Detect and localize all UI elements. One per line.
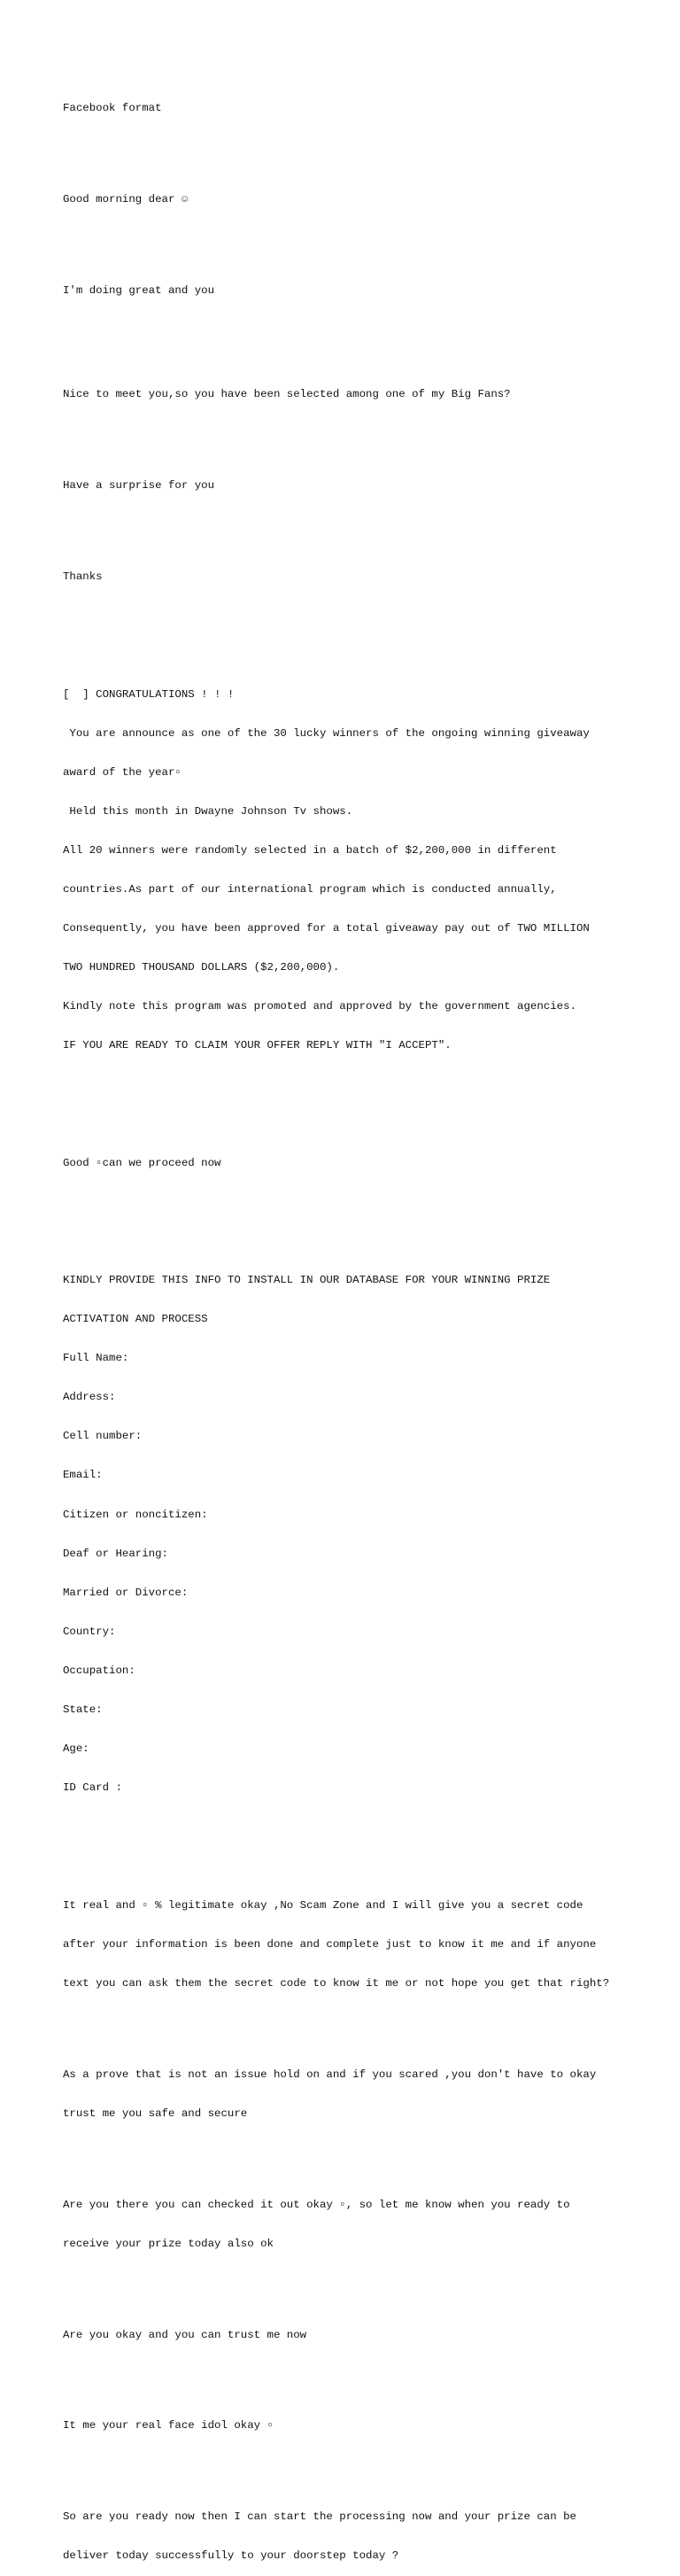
form-field-label: Country:	[63, 1625, 116, 1638]
text-line: [ ] CONGRATULATIONS ! ! !	[63, 687, 235, 701]
text-line: ACTIVATION AND PROCESS	[63, 1313, 208, 1326]
congratulations-paragraph	[63, 662, 665, 1078]
document-body	[63, 63, 665, 2576]
text-line: countries.As part of our international program which is conducted annually,	[63, 883, 557, 896]
text-line: award of the year▫	[63, 765, 182, 779]
text-line: trust me you safe and secure	[63, 2107, 248, 2120]
text-line: Are you okay and you can trust me now	[63, 2328, 307, 2341]
form-field-label: Age:	[63, 1742, 89, 1756]
text-line: after your information is been done and complete just to know it me and if anyone	[63, 1937, 597, 1951]
form-field-label: Citizen or noncitizen:	[63, 1508, 208, 1521]
text-line: You are announce as one of the 30 lucky winners of the ongoing winning giveaway	[63, 726, 590, 740]
text-line: Kindly note this program was promoted and approved by the government agencies.	[63, 1000, 576, 1013]
text-line: It me your real face idol okay ▫	[63, 2419, 274, 2432]
text-line: Are you there you can checked it out okay ▫, so let me know when you ready to	[63, 2198, 570, 2211]
text-line: Thanks	[63, 570, 103, 584]
text-line: deliver today successfully to your doorstep today ?	[63, 2549, 399, 2563]
form-field-label: Full Name:	[63, 1352, 129, 1365]
text-line: It real and ▫ % legitimate okay ,No Scam Zone and I will give you a secret code	[63, 1898, 583, 1912]
text-line: Good ▫can we proceed now	[63, 1156, 221, 1169]
text-line: As a prove that is not an issue hold on and if you scared ,you don't have to okay	[63, 2068, 597, 2081]
text-line: All 20 winners were randomly selected in a batch of $2,200,000 in different	[63, 843, 557, 857]
text-line: Have a surprise for you	[63, 479, 215, 493]
text-line: Consequently, you have been approved for a total giveaway pay out of TWO MILLION	[63, 922, 590, 935]
form-field-label: State:	[63, 1703, 103, 1717]
form-field-label: Married or Divorce:	[63, 1586, 189, 1599]
text-line: Good morning dear ☺	[63, 193, 189, 206]
text-line: So are you ready now then I can start the processing now and your prize can be	[63, 2510, 576, 2524]
form-field-label: ID Card :	[63, 1781, 122, 1795]
text-line: receive your prize today also ok	[63, 2237, 274, 2250]
text-line: Nice to meet you,so you have been selected among one of my Big Fans?	[63, 388, 511, 401]
form-field-label: Email:	[63, 1469, 103, 1482]
form-field-label: Deaf or Hearing:	[63, 1547, 168, 1560]
text-line: KINDLY PROVIDE THIS INFO TO INSTALL IN OUR DATABASE FOR YOUR WINNING PRIZE	[63, 1274, 551, 1286]
form-field-label: Occupation:	[63, 1664, 135, 1677]
text-line: I'm doing great and you	[63, 283, 215, 297]
form-field-label: Cell number:	[63, 1430, 143, 1443]
info-request-list	[63, 1248, 665, 1821]
text-line: TWO HUNDRED THOUSAND DOLLARS ($2,200,000).	[63, 961, 340, 974]
document-heading: Facebook format	[63, 102, 162, 115]
text-line: IF YOU ARE READY TO CLAIM YOUR OFFER REPLY WITH "I ACCEPT".	[63, 1039, 452, 1052]
text-line: text you can ask them the secret code to know it me or not hope you get that right?	[63, 1976, 610, 1990]
form-field-label: Address:	[63, 1391, 116, 1404]
text-line: Held this month in Dwayne Johnson Tv shows.	[63, 804, 353, 818]
